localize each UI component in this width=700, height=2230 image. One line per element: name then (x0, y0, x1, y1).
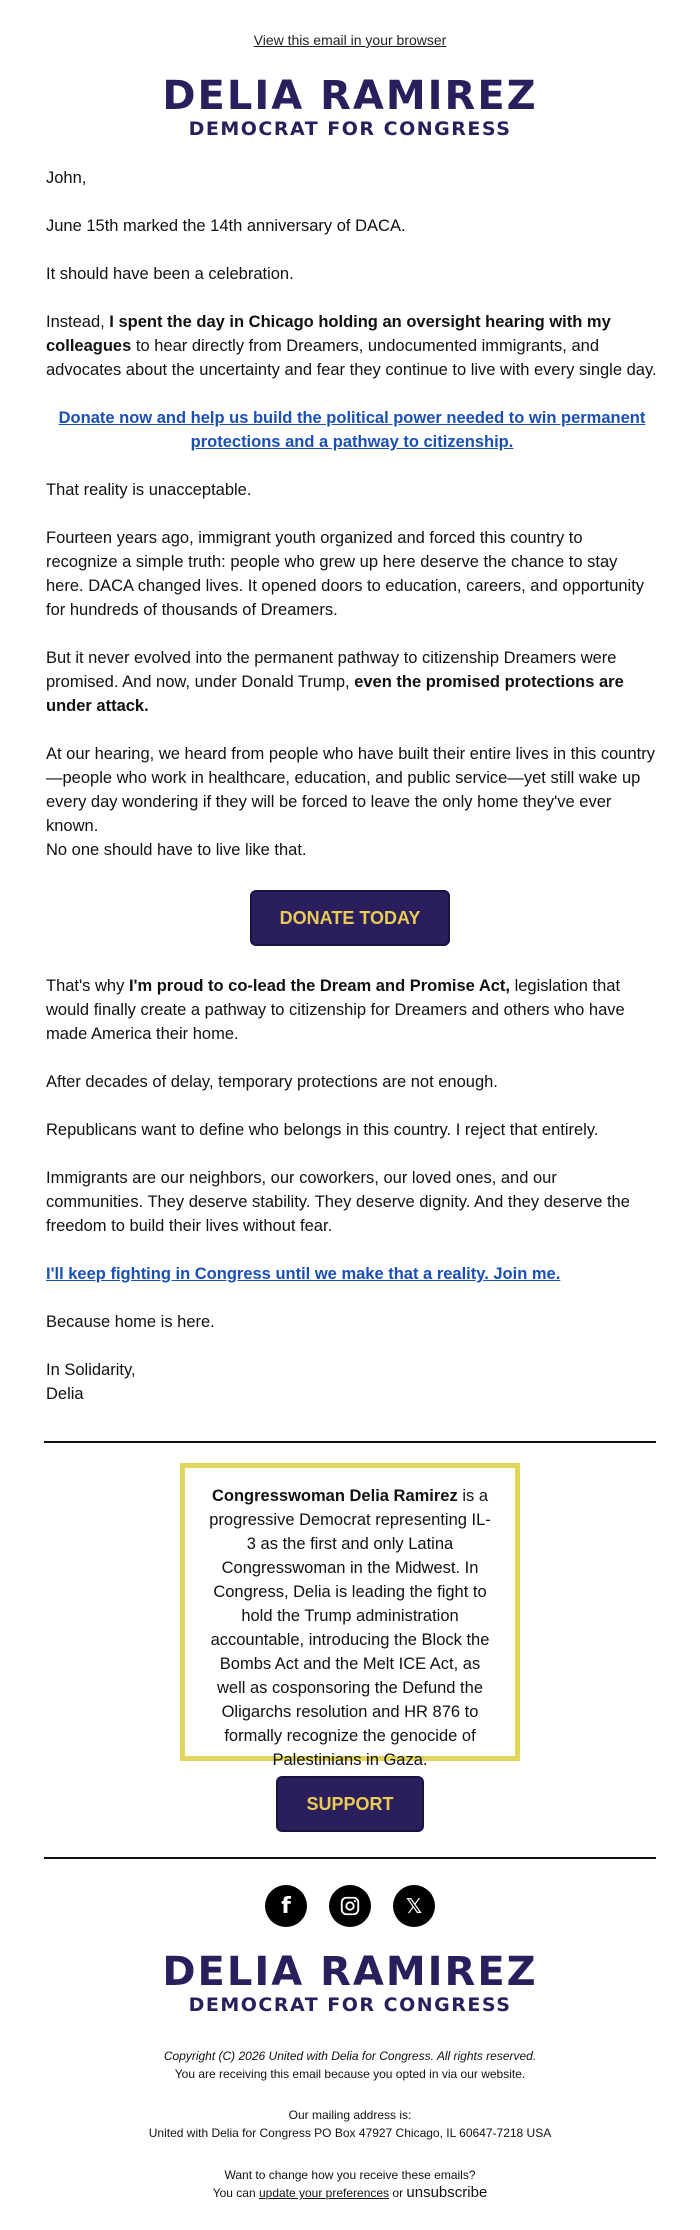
paragraph-2: It should have been a celebration. (46, 265, 294, 283)
paragraph-4: That reality is unacceptable. (46, 481, 252, 499)
paragraph-7: At our hearing, we heard from people who have built their entire lives in this country—people who work in healthcare, education, and public service—yet still wake up every day wondering if they will be forced to leave the only home they've ever known. (46, 745, 655, 835)
view-in-browser-link[interactable]: View this email in your browser (253, 32, 447, 48)
paragraph-9: That's why I'm proud to co-lead the Dream and Promise Act, legislation that would finally create a pathway to citizenship for Dreamers and others who have made America their home. (46, 977, 625, 1043)
paragraph-3: Instead, I spent the day in Chicago holding an oversight hearing with my colleagues to hear directly from Dreamers, undocumented immigrants, and advocates about the uncertainty and fear they continue to live with every single day. (46, 313, 657, 379)
donate-text-link-container (46, 406, 658, 454)
header-logo[interactable] (0, 74, 700, 140)
change-question: Want to change how you receive these emails? (224, 2168, 476, 2182)
donate-today-button[interactable]: DONATE TODAY (250, 890, 450, 946)
instagram-icon[interactable] (329, 1885, 371, 1927)
x-twitter-icon[interactable] (393, 1885, 435, 1927)
fight-link-container (46, 1262, 658, 1286)
bio-name: Congresswoman Delia Ramirez (211, 1487, 458, 1505)
greeting: John, (46, 169, 87, 187)
footer-preferences-block (0, 2166, 700, 2202)
instagram-glyph (339, 1895, 361, 1917)
join-me-link[interactable]: I'll keep fighting in Congress until we make that a reality. Join me. (46, 1265, 561, 1283)
paragraph-10: After decades of delay, temporary protections are not enough. (46, 1073, 498, 1091)
mailing-label: Our mailing address is: (288, 2108, 412, 2122)
footer-logo[interactable] (0, 1950, 700, 2016)
you-can-text: You can (212, 2186, 259, 2200)
paragraph-1: June 15th marked the 14th anniversary of DACA. (46, 217, 406, 235)
donate-text-link[interactable]: Donate now and help us build the political power needed to win permanent protections and a pathway to citizenship. (58, 409, 646, 451)
facebook-glyph: f (281, 1893, 291, 1919)
opted-in-text: You are receiving this email because you opted in via our website. (174, 2067, 526, 2081)
footer-copyright-block (0, 2047, 700, 2083)
bio-text: is a progressive Democrat representing IL-3 as the first and only Latina Congresswoman in the Midwest. In Congress, Delia is leading the fight to hold the Trump administration accountable, introducing the Block the Bombs Act and the Melt ICE Act, as well as cosponsoring the Defund the Oligarchs resolution and HR 876 to formally recognize the genocide of Palestinians in Gaza. (209, 1487, 491, 1769)
support-button[interactable]: SUPPORT (276, 1776, 424, 1832)
paragraph-11: Republicans want to define who belongs in this country. I reject that entirely. (46, 1121, 599, 1139)
copyright-text: Copyright (C) 2026 United with Delia for Congress. All rights reserved. (163, 2049, 537, 2063)
logo-subtitle: DEMOCRAT FOR CONGRESS (188, 118, 512, 140)
update-preferences-link[interactable]: update your preferences (258, 2186, 390, 2200)
signoff: In Solidarity, Delia (46, 1358, 658, 1406)
x-glyph: 𝕏 (405, 1894, 423, 1918)
bio-box (180, 1463, 520, 1769)
paragraph-12: Immigrants are our neighbors, our coworkers, our loved ones, and our communities. They deserve stability. They deserve dignity. And they deserve the freedom to build their lives without fear. (46, 1169, 630, 1235)
divider-bottom (44, 1857, 656, 1859)
or-text: or (389, 2186, 407, 2200)
paragraph-8: No one should have to live like that. (46, 841, 307, 859)
paragraph-5: Fourteen years ago, immigrant youth organized and forced this country to recognize a simple truth: people who grew up here deserve the chance to stay here. DACA changed lives. It opened doors to education, careers, and opportunity for hundreds of thousands of Dreamers. (46, 529, 645, 619)
footer-logo-subtitle: DEMOCRAT FOR CONGRESS (188, 1994, 512, 2016)
footer-address-block (0, 2106, 700, 2142)
mailing-address: United with Delia for Congress PO Box 47927 Chicago, IL 60647-7218 USA (148, 2126, 552, 2140)
paragraph-6: But it never evolved into the permanent pathway to citizenship Dreamers were promised. And now, under Donald Trump, even the promised protections are under attack. (46, 649, 624, 715)
unsubscribe-link[interactable]: unsubscribe (406, 2184, 488, 2201)
logo-name: DELIA RAMIREZ (162, 73, 538, 119)
footer-logo-name: DELIA RAMIREZ (162, 1949, 538, 1995)
signature: Delia (46, 1385, 84, 1403)
paragraph-13: Because home is here. (46, 1313, 215, 1331)
facebook-icon[interactable] (265, 1885, 307, 1927)
divider-top (44, 1441, 656, 1443)
